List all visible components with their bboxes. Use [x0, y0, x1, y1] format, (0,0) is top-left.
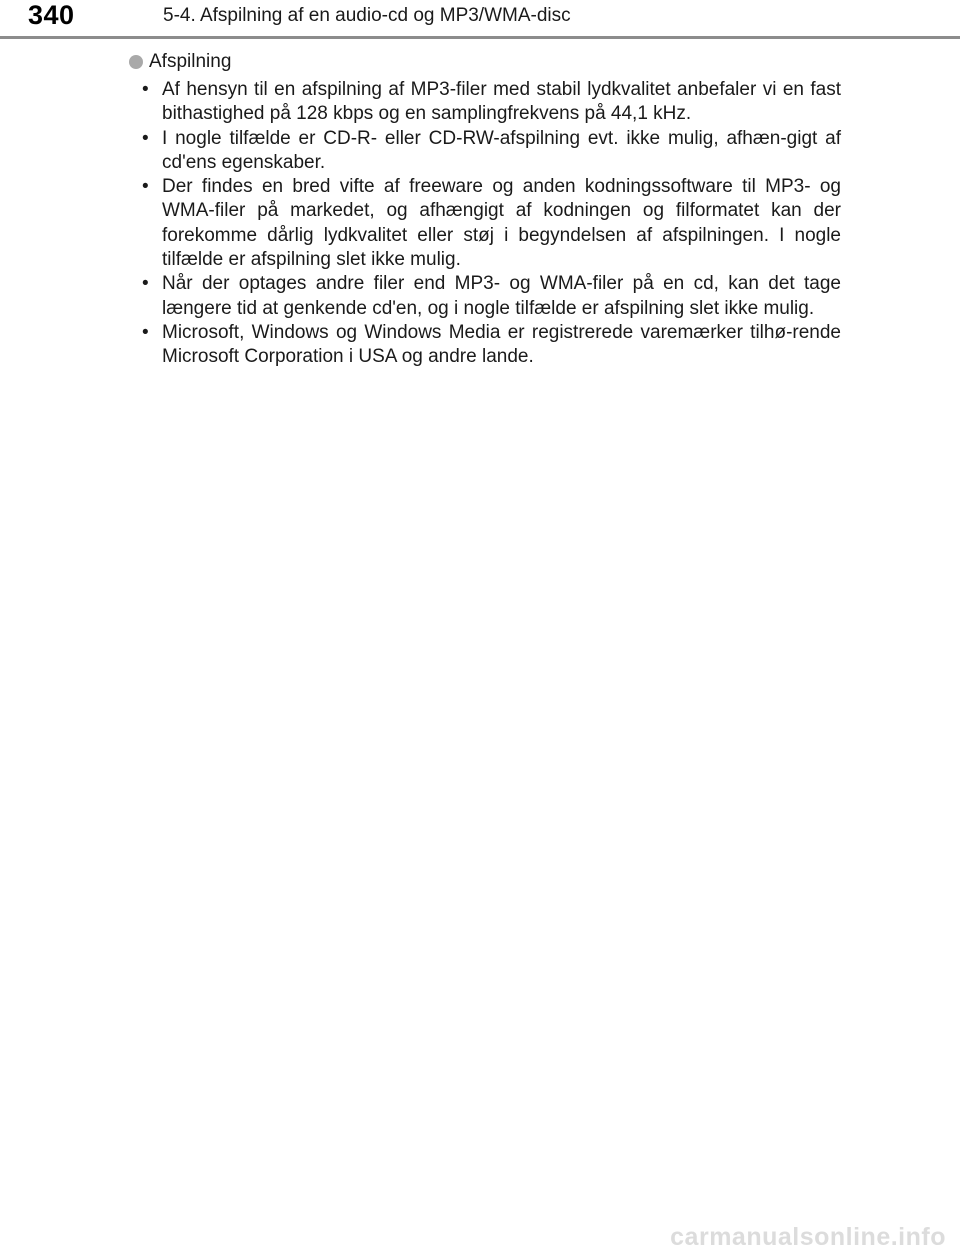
bullet-icon: •	[142, 79, 149, 100]
list-item-text: Når der optages andre filer end MP3- og WMA-filer på en cd, kan det tage længere tid at genkende cd'en, og i nogle tilfælde er afspilning slet ikke mulig.	[162, 273, 841, 319]
page-header	[0, 0, 960, 40]
list-item	[142, 78, 841, 127]
watermark: carmanualsonline.info	[670, 1223, 946, 1251]
subsection-heading	[129, 49, 231, 75]
bullet-icon: •	[142, 273, 149, 295]
section-title: 5-4. Afspilning af en audio-cd og MP3/WMA-disc	[163, 5, 571, 26]
subsection-heading-label: Afspilning	[149, 51, 232, 72]
list-item-text: Microsoft, Windows og Windows Media er registrerede varemærker tilhø-rende Microsoft Corporation i USA og andre lande.	[162, 321, 841, 368]
list-item	[142, 272, 841, 321]
list-item	[142, 127, 841, 176]
list-item	[142, 321, 841, 370]
list-item-text: I nogle tilfælde er CD-R- eller CD-RW-afspilning evt. ikke mulig, afhæn-gigt af cd'ens egenskaber.	[162, 127, 841, 173]
bullet-list	[142, 78, 841, 370]
list-item-text: Af hensyn til en afspilning af MP3-filer med stabil lydkvalitet anbefaler vi en fast bithastighed på 128 kbps og en samplingfrekvens på 44,1 kHz.	[162, 79, 841, 125]
bullet-icon: •	[142, 176, 149, 198]
bullet-icon: •	[142, 127, 149, 149]
list-item	[142, 175, 841, 272]
header-divider	[0, 36, 960, 39]
bullet-icon: •	[142, 321, 149, 343]
page-number: 340	[28, 0, 75, 30]
list-item-text: Der findes en bred vifte af freeware og anden kodningssoftware til MP3- og WMA-filer på markedet, og afhængigt af kodningen og filformatet kan der forekomme dårlig lydkvalitet eller støj i begyndelsen af afspilningen. I nogle tilfælde er afspilning slet ikke mulig.	[162, 176, 841, 271]
circle-bullet-icon	[129, 55, 143, 69]
